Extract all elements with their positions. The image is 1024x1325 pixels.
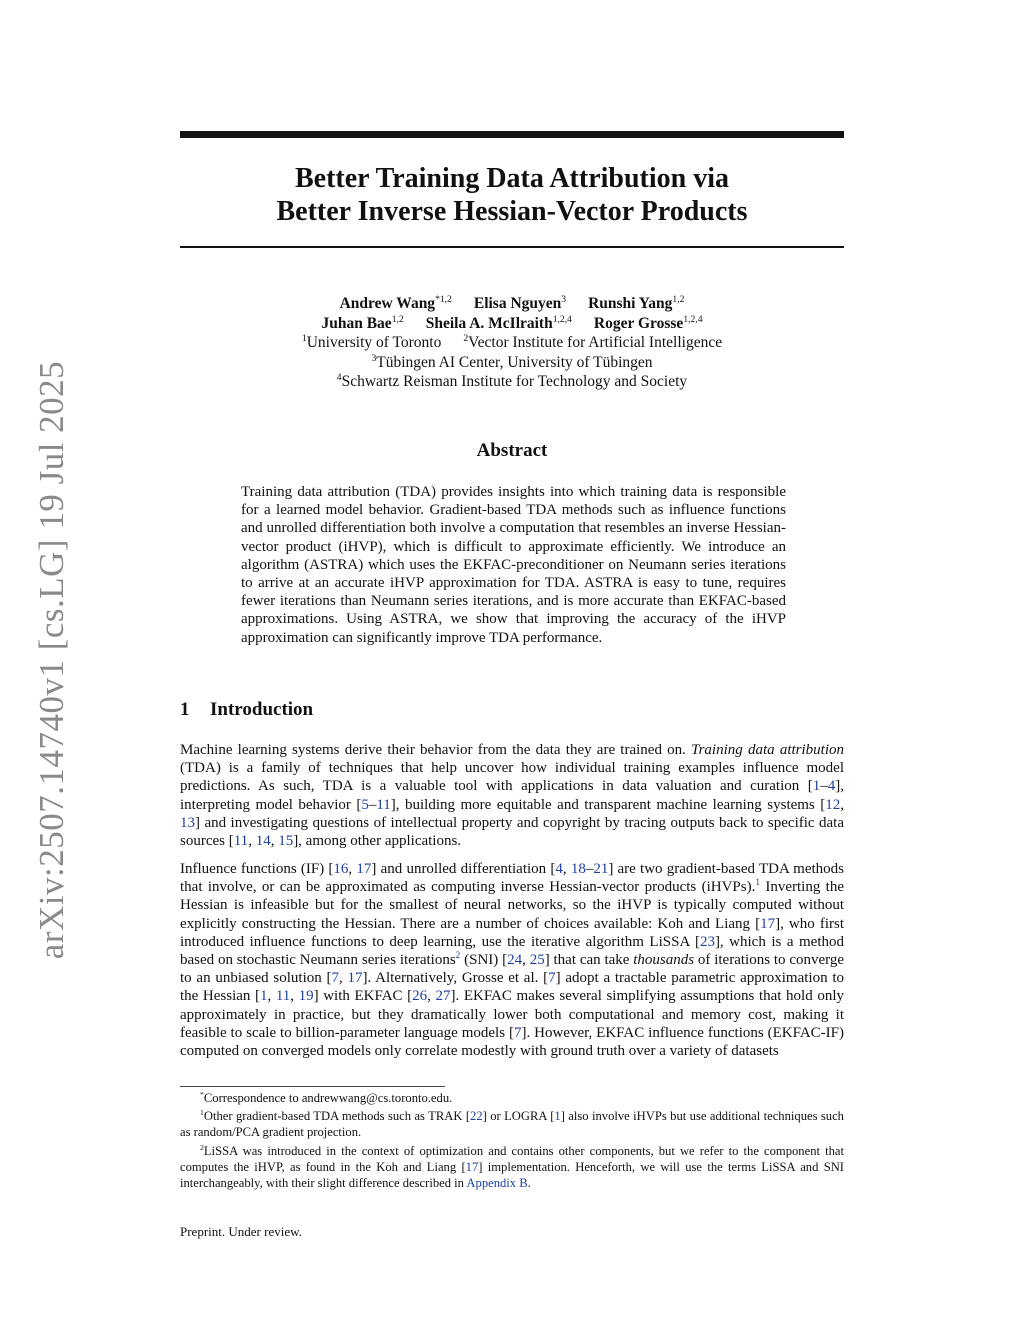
affiliation-mark: 2 (463, 332, 469, 344)
text-run: ] and unrolled differentiation [ (371, 861, 556, 877)
text-run: , (267, 988, 276, 1005)
author-affil-mark: 1,2 (672, 293, 685, 305)
paper-title (180, 162, 844, 228)
citation-link[interactable]: 19 (298, 988, 314, 1005)
affiliation-text: Vector Institute for Artificial Intelligence (468, 334, 723, 351)
text-run: ] with EKFAC [ (313, 988, 413, 1005)
footnote-mark: 2 (200, 1142, 204, 1152)
text-run: (TDA) is a family of techniques that help uncover how individual training examples influence model predictions. As such, TDA is a valuable tool with applications in data valuation and curation [ (180, 760, 844, 795)
citation-link[interactable]: 7 (331, 970, 339, 987)
affiliation-line-2 (180, 353, 844, 373)
author-affil-mark: 1,2 (391, 313, 404, 325)
text-run: , (290, 988, 299, 1005)
author-line-1 (180, 294, 844, 314)
author-affil-mark: 3 (561, 293, 567, 305)
title-top-rule (180, 131, 844, 138)
text-run: – (585, 861, 594, 877)
abstract-body: Training data attribution (TDA) provides insights into which training data is responsible for a learned model behavior. Gradient-based TDA methods such as influence functions and unrolled differentiation both involve a computation that resembles an inverse Hessian-vector product (iHVP), which is difficult to approximate efficiently. We introduce an algorithm (ASTRA) which uses the EKFAC-preconditioner on Neumann series iterations to arrive at an accurate iHVP approximation for TDA. ASTRA is easy to tune, requires fewer iterations than Neumann series iterations, and is more accurate than EKFAC-based approximations. Using ASTRA, we show that improving the accuracy of the iHVP approximation can significantly improve TDA performance. (241, 484, 786, 646)
citation-link[interactable]: 17 (356, 861, 372, 877)
citation-link[interactable]: 16 (333, 861, 349, 877)
citation-link[interactable]: 25 (529, 952, 545, 969)
text-run: ] are two gradient-based TDA methods that involve, or can be approximated as computing inverse Hessian-vector products (iHVPs). (180, 861, 845, 896)
text-run: ], who first introduced influence functions to deep learning, use the iterative algorithm LiSSA [ (180, 915, 844, 950)
text-run: ]. EKFAC makes several simplifying assumptions that hold only approximately in practice, but they dramatically lower both computational and memory cost, making it feasible to scale to billion-parameter language models [ (180, 988, 844, 1041)
citation-link[interactable]: 15 (278, 833, 294, 850)
title-bottom-rule (180, 246, 844, 248)
text-run: , (522, 952, 530, 969)
citation-link[interactable]: 26 (412, 988, 428, 1005)
citation-link[interactable]: 11 (376, 796, 391, 813)
citation-link[interactable]: 14 (255, 833, 271, 850)
citation-link[interactable]: 23 (699, 933, 715, 950)
text-run: ], building more equitable and transparent machine learning systems [ (390, 796, 826, 813)
citation-link[interactable]: 17 (760, 915, 776, 932)
text-run: LiSSA was introduced in the context of optimization and contains other components, but we refer to the component that computes the iHVP, as found in the Koh and Liang [ (180, 1144, 844, 1174)
affiliation-line-3 (180, 372, 844, 392)
citation-link[interactable]: 5 (361, 796, 369, 813)
affiliation-mark: 3 (371, 352, 377, 364)
footnote-text: Correspondence to andrewwang@cs.toronto.edu. (203, 1091, 453, 1105)
text-run: Inverting the Hessian is infeasible but for the smallest of neural networks, so the iHVP is typically computed without explicitly constructing the Hessian. There are a number of choices available: Koh and Liang [ (180, 879, 844, 932)
text-run: (SNI) [ (460, 952, 508, 969)
author-block (180, 294, 844, 392)
author-affil-mark: 1,2,4 (552, 313, 572, 325)
citation-link[interactable]: 22 (470, 1109, 483, 1123)
text-run: ] that can take (544, 952, 634, 969)
affiliation-text: Tübingen AI Center, University of Tübingen (376, 353, 653, 371)
author-name: Elisa Nguyen (473, 295, 562, 312)
text-run: – (368, 796, 377, 813)
text-run: ] implementation. Henceforth, we will use the terms LiSSA and SNI interchangeably, with their slight difference described in (180, 1160, 844, 1190)
footnote-2 (180, 1143, 844, 1191)
citation-link[interactable]: 7 (513, 1024, 522, 1041)
citation-link[interactable]: 24 (507, 952, 523, 969)
citation-link[interactable]: 12 (825, 796, 841, 813)
section-title: Introduction (210, 699, 314, 720)
affiliation-mark: 1 (301, 332, 307, 344)
footnote-link[interactable]: 2 (455, 951, 461, 962)
citation-link[interactable]: 1 (554, 1109, 561, 1123)
citation-link[interactable]: 11 (233, 833, 249, 850)
title-line-1: Better Training Data Attribution via (295, 163, 729, 194)
affiliation-text: Schwartz Reisman Institute for Technology and Society (341, 373, 688, 390)
text-run: ] also involve iHVPs but use additional techniques such as random/PCA gradient projection. (180, 1109, 844, 1139)
text-run: , (562, 861, 571, 877)
text-run: ] adopt a tractable parametric approximation to the Hessian [ (180, 970, 844, 1005)
text-run: , (840, 796, 844, 813)
citation-link[interactable]: 11 (275, 988, 291, 1005)
author-affil-mark: *1,2 (435, 293, 452, 305)
text-run: ] or LOGRA [ (482, 1109, 555, 1123)
arxiv-identifier-stamp: arXiv:2507.14740v1 [cs.LG] 19 Jul 2025 (32, 360, 71, 960)
text-run: , (427, 988, 436, 1005)
footnote-mark: 1 (200, 1107, 204, 1117)
title-line-2: Better Inverse Hessian-Vector Products (276, 196, 748, 227)
footnote-mark: * (200, 1089, 204, 1099)
intro-paragraph-1 (180, 741, 844, 850)
section-heading-introduction (180, 699, 844, 721)
text-run: , (338, 970, 348, 987)
footnote-separator (180, 1086, 445, 1087)
citation-link[interactable]: 1 (260, 988, 268, 1005)
citation-link[interactable]: 4 (555, 861, 563, 877)
text-run: ], among other applications. (293, 833, 462, 850)
author-name: Sheila A. McIlraith (425, 314, 553, 332)
citation-link[interactable]: 17 (465, 1160, 479, 1174)
preprint-note: Preprint. Under review. (180, 1224, 302, 1239)
footnote-correspondence (180, 1090, 844, 1106)
text-run: , (248, 833, 256, 850)
emphasized-term: thousands (633, 952, 695, 969)
author-name: Juhan Bae (321, 314, 392, 332)
text-run: – (820, 778, 828, 795)
footnote-1 (180, 1108, 844, 1140)
abstract-heading: Abstract (476, 440, 548, 461)
citation-link[interactable]: 7 (548, 970, 556, 987)
author-affil-mark: 1,2,4 (683, 313, 703, 325)
text-run: Other gradient-based TDA methods such as TRAK [ (203, 1109, 471, 1123)
intro-paragraph-2 (180, 860, 844, 1060)
citation-link[interactable]: 13 (180, 814, 195, 831)
text-run: ] and investigating questions of intellectual property and copyright by tracing outputs back to specific data sources [ (180, 814, 844, 850)
text-run: ]. However, EKFAC influence functions (EKFAC-IF) computed on converged models only correlate modestly with ground truth over a variety of datasets (180, 1024, 844, 1060)
citation-link[interactable]: 17 (347, 970, 363, 987)
text-run: Influence functions (IF) [ (180, 861, 334, 877)
appendix-link[interactable]: Appendix B (466, 1176, 528, 1190)
citation-link[interactable]: 27 (435, 988, 451, 1005)
text-run: , (348, 861, 357, 877)
text-run: , (270, 833, 279, 850)
affiliation-line-1 (180, 333, 844, 353)
affiliation-text: University of Toronto (306, 334, 442, 351)
text-run: ], which is a method based on stochastic Neumann series iterations (180, 933, 844, 969)
text-run: ], interpreting model behavior [ (180, 778, 844, 813)
section-number: 1 (180, 699, 190, 720)
footnote-link[interactable]: 1 (755, 878, 760, 889)
author-line-2 (180, 314, 844, 334)
author-name: Andrew Wang (339, 295, 436, 312)
citation-link[interactable]: 1 (812, 778, 821, 795)
text-run: . (527, 1176, 531, 1190)
affiliation-mark: 4 (336, 371, 342, 383)
text-run: of iterations to converge to an unbiased solution [ (180, 952, 845, 987)
author-name: Roger Grosse (593, 314, 684, 332)
author-name: Runshi Yang (588, 295, 673, 312)
text-run: ]. Alternatively, Grosse et al. [ (362, 970, 549, 987)
citation-link[interactable]: 21 (593, 861, 609, 877)
citation-link[interactable]: 18 (570, 861, 586, 877)
citation-link[interactable]: 4 (827, 778, 836, 795)
emphasized-term: Training data attribution (691, 742, 844, 758)
text-run: Machine learning systems derive their behavior from the data they are trained on. (180, 742, 692, 758)
